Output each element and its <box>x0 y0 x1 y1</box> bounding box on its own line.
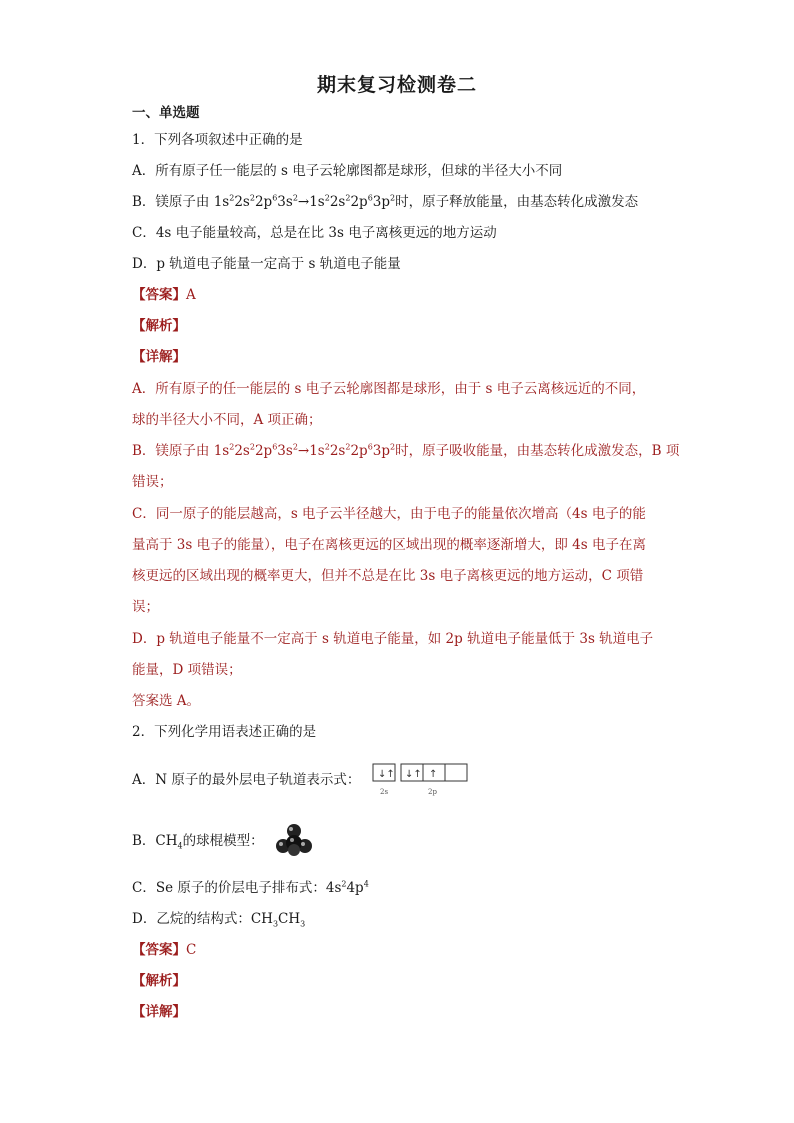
orbital-label-2p: 2p <box>428 788 437 796</box>
question-2-option-b: B．$CH_4$的球棍模型： <box>132 833 264 851</box>
question-1-stem: 1．下列各项叙述中正确的是 <box>132 132 303 148</box>
question-2-answer: 【答案】C <box>132 942 197 958</box>
ball-stick-model-figure <box>272 822 316 858</box>
model-highlight-top <box>289 827 293 831</box>
explanation-c-line-2: 量高于 3s 电子的能量），电子在离核更远的区域出现的概率逐渐增大，即 4s 电子在离 <box>132 537 646 553</box>
question-1-conclusion: 答案选 A。 <box>132 693 201 709</box>
question-1-option-c: C．4s 电子能量较高，总是在比 3s 电子离核更远的地方运动 <box>132 225 497 241</box>
explanation-d-line-1: D．p 轨道电子能量不一定高于 s 轨道电子能量，如 2p 轨道电子能量低于 3s 轨道电子 <box>132 631 654 647</box>
explanation-a-line-1: A．所有原子的任一能层的 s 电子云轮廓图都是球形，由于 s 电子云离核远近的不同， <box>132 381 646 397</box>
question-2-option-a: A．N 原子的最外层电子轨道表示式： <box>132 772 361 788</box>
question-1-answer: 【答案】A <box>132 287 196 303</box>
question-2-stem: 2．下列化学用语表述正确的是 <box>132 724 317 740</box>
explanation-b-line-2: 错误； <box>132 474 173 490</box>
section-heading: 一、单选题 <box>132 105 200 121</box>
explanation-c-line-1: C．同一原子的能层越高，s 电子云半径越大，由于电子的能量依次增高（4s 电子的能 <box>132 506 646 522</box>
page-title: 期末复习检测卷二 <box>316 74 477 96</box>
model-highlight-center <box>290 838 294 842</box>
question-1-option-b: B．镁原子由 $1s^22s^22p^63s^2\to 1s^22s^22p^63p^2$时，原子释放能量，由基态转化成激发态 <box>132 193 639 210</box>
question-1-option-a: A．所有原子任一能层的 s 电子云轮廓图都是球形，但球的半径大小不同 <box>132 163 563 179</box>
orbital-arrows-2p-2: ↑ <box>429 769 438 780</box>
question-1-option-d: D．p 轨道电子能量一定高于 s 轨道电子能量 <box>132 256 401 272</box>
orbital-arrows-2s: ↓↑ <box>378 769 395 780</box>
orbital-arrows-2p-1: ↓↑ <box>405 769 422 780</box>
question-1-analysis-tag: 【解析】 <box>132 318 186 334</box>
orbital-box-2p-3 <box>445 764 467 781</box>
question-2-analysis-tag: 【解析】 <box>132 973 186 989</box>
model-highlight-right <box>301 842 305 846</box>
explanation-d-line-2: 能量，D 项错误； <box>132 662 242 678</box>
question-2-detail-tag: 【详解】 <box>132 1004 186 1020</box>
explanation-c-line-4: 误； <box>132 599 159 615</box>
question-1-detail-tag: 【详解】 <box>132 349 186 365</box>
question-2-option-c: C．Se 原子的价层电子排布式：$4s^24p^4$ <box>132 879 369 896</box>
model-highlight-left <box>279 842 283 846</box>
orbital-label-2s: 2s <box>380 788 389 796</box>
explanation-c-line-3: 核更远的区域出现的概率更大，但并不总是在比 3s 电子离核更远的地方运动，C 项错 <box>132 568 644 584</box>
model-atom-bottom <box>288 844 300 856</box>
explanation-a-line-2: 球的半径大小不同，A 项正确； <box>132 412 322 428</box>
explanation-b-line-1: B．镁原子由 $1s^22s^22p^63s^2\to 1s^22s^22p^63p^2$时，原子吸收能量，由基态转化成激发态，B 项 <box>132 442 680 459</box>
question-2-option-d: D．乙烷的结构式：$CH_3CH_3$ <box>132 911 306 929</box>
orbital-diagram-figure <box>372 762 472 798</box>
